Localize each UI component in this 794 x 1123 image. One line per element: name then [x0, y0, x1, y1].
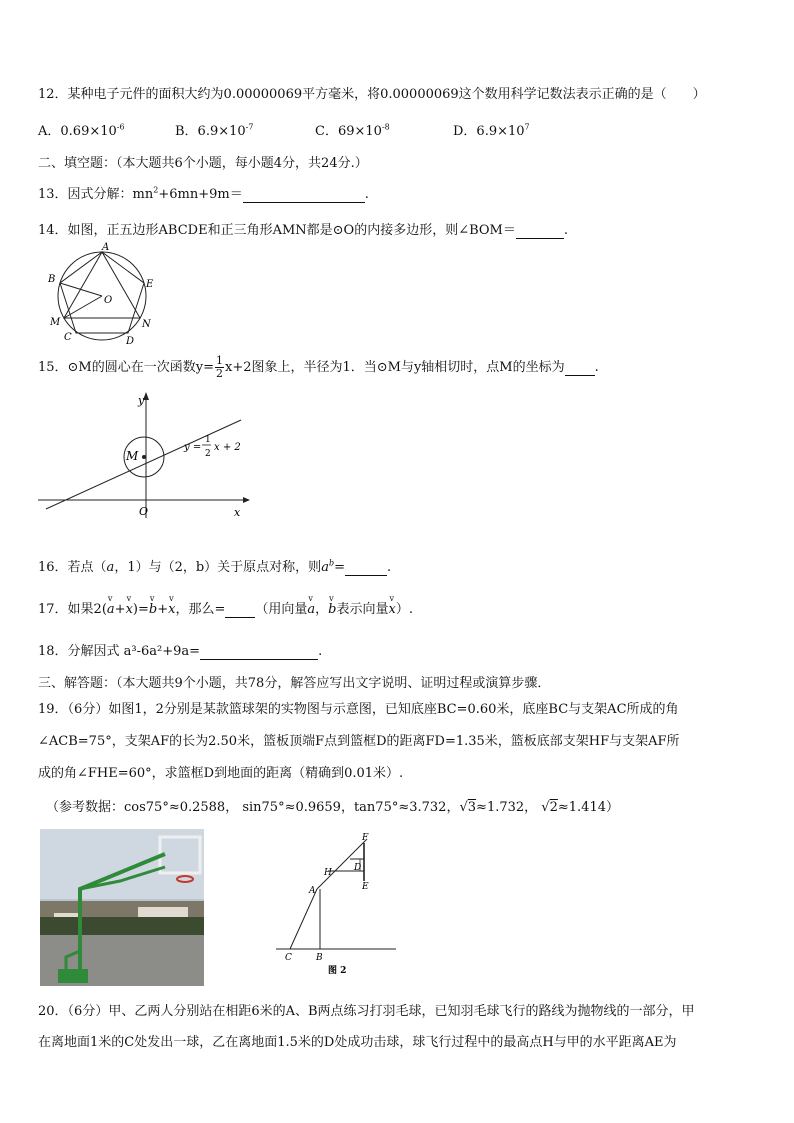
q14-label-c: C: [64, 332, 72, 343]
section-3-heading: 三、解答题：（本大题共9个小题，共78分，解答应写出文字说明、证明过程或演算步骤．: [38, 676, 551, 691]
q17: 17．如果2( v a+ v x)= v b+ v x，那么= （用向量 v a， v b表示向量 v x）.: [38, 594, 413, 617]
q12-option-d: D．$6.9\times 10^7$: [453, 122, 530, 139]
q15-eq-rest: x + 2: [214, 442, 241, 453]
q19-line-3: 成的角∠FHE=60°，求篮框D到地面的距离（精确到0.01米）.: [38, 766, 404, 781]
fig2-label-h: H: [324, 868, 332, 878]
q19-line-1: 19．（6分）如图1，2分别是某款篮球架的实物图与示意图，已知底座BC=0.60米，底座BC与支架AC所成的角: [38, 702, 679, 717]
q14-label-m: M: [50, 317, 61, 328]
q14-figure: [44, 240, 164, 348]
fig2-label-e: E: [362, 882, 369, 892]
q12-option-c: C．$69\times 10^{-8}$: [315, 122, 390, 139]
q12-option-b: B．$6.9\times 10^{-7}$: [175, 122, 254, 139]
q15-origin: O: [139, 505, 149, 518]
q15-label-m: M: [126, 449, 139, 463]
q15-eq-num: 1: [205, 435, 211, 445]
q14-label-o: O: [104, 295, 113, 306]
fig2-caption: 图 2: [328, 966, 347, 976]
q15-fraction: $\frac{1}{2}$: [215, 354, 223, 380]
q15: 15．⊙M的圆心在一次函数y= $\frac{1}{2}$ x+2图象上，半径为1．当⊙M与y轴相切时，点M的坐标为 .: [38, 354, 599, 380]
q14-label-a: A: [102, 242, 110, 253]
q18: 18．分解因式 a³-6a²+9a= .: [38, 644, 323, 659]
q19-reference-data: （参考数据：cos75°≈0.2588， sin75°≈0.9659，tan75°≈3.732，√3≈1.732， √2≈1.414）: [46, 800, 619, 815]
q14-label-b: B: [48, 274, 56, 285]
q15-axis-x: x: [234, 506, 241, 519]
fig2-label-d: D: [354, 863, 362, 873]
q15-eq-y: y =: [184, 442, 202, 453]
q12-option-a: A．$0.69\times 10^{-6}$: [38, 122, 125, 139]
q19-photo-figure-1: [40, 829, 204, 986]
q14-label-n: N: [142, 319, 151, 330]
q15-axis-y: y: [138, 394, 145, 407]
q20-line-2: 在离地面1米的C处发出一球，乙在离地面1.5米的D处成功击球，球飞行过程中的最高点H与甲的水平距离AE为: [38, 1035, 677, 1050]
q15-graph: [36, 390, 256, 525]
q19-diagram-figure-2: [272, 829, 402, 979]
q16: 16．若点（a，1）与（2，b）关于原点对称，则$a^b=$ .: [38, 558, 392, 575]
q13: 13．因式分解：$mn^2+6mn+9m=$ .: [38, 185, 369, 202]
section-2-heading: 二、填空题：（本大题共6个小题，每小题4分，共24分.）: [38, 156, 368, 171]
fig2-label-b: B: [316, 953, 323, 963]
fig2-label-c: C: [285, 953, 292, 963]
q14-label-e: E: [146, 279, 154, 290]
q20-line-1: 20．（6分）甲、乙两人分别站在相距6米的A、B两点练习打羽毛球，已知羽毛球飞行的路线为抛物线的一部分，甲: [38, 1004, 695, 1019]
q15-eq-den: 2: [205, 449, 211, 459]
fig2-label-a: A: [309, 886, 316, 896]
q14: 14．如图，正五边形ABCDE和正三角形AMN都是⊙O的内接多边形，则∠BOM＝ .: [38, 223, 569, 238]
fig2-label-f: F: [362, 833, 369, 843]
q12-stem: 12．某种电子元件的面积大约为0.00000069平方毫米，将0.00000069这个数用科学记数法表示正确的是（ ）: [38, 87, 706, 102]
q14-label-d: D: [126, 336, 135, 347]
q19-line-2: ∠ACB=75°，支架AF的长为2.50米，篮板顶端F点到篮框D的距离FD=1.35米，篮板底部支架HF与支架AF所: [38, 734, 680, 749]
